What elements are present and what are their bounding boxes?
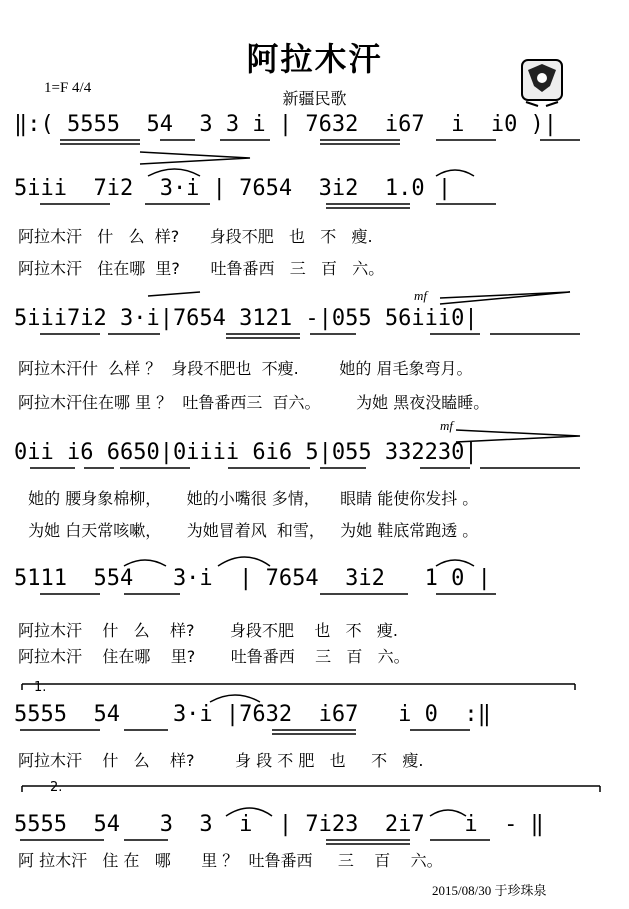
lyric-line-4b: 为她 白天常咳嗽， 为她冒着风 和雪， 为她 鞋底常跑透 。 bbox=[18, 521, 479, 540]
lyric-line-7a: 阿 拉木汗 住 在 哪 里 ？ 吐鲁番西 三 百 六。 bbox=[18, 851, 443, 870]
key-signature: 1=F 4/4 bbox=[44, 80, 92, 96]
song-title: 阿拉木汗 bbox=[246, 40, 383, 78]
lyric-line-5b: 阿拉木汗 住在哪 里? 吐鲁番西 三 百 六。 bbox=[18, 647, 410, 666]
volta-first-label: 1. bbox=[34, 680, 47, 695]
dynamic-mf-2: mf bbox=[440, 418, 453, 433]
lyric-line-3b: 阿拉木汗住在哪 里 ？ 吐鲁番西三 百六。 为她 黑夜没瞌睡。 bbox=[18, 393, 490, 412]
author-credit: 2015/08/30 于珍珠泉 bbox=[432, 883, 547, 898]
lyric-line-6a: 阿拉木汗 什 么 样? 身 段 不 肥 也 不 瘦. bbox=[18, 751, 424, 770]
lyric-line-2a: 阿拉木汗 什 么 样? 身段不肥 也 不 瘦. bbox=[18, 227, 373, 246]
volta-second-label: 2. bbox=[50, 780, 63, 795]
notation-line-3: 5iii7i2 3·i|7654 3121 -|055 56iii0| bbox=[14, 306, 478, 331]
song-origin: 新疆民歌 bbox=[282, 89, 347, 108]
lyric-line-4a: 她的 腰身象棉柳， 她的小嘴很 多情， 眼睛 能使你发抖 。 bbox=[18, 489, 479, 508]
notation-line-1: ‖:( 5555 54 3 3 i | 7632 i67 i i0 )| bbox=[14, 112, 558, 137]
notation-line-4: 0ii i6 6650|0iiii 6i6 5|055 332230| bbox=[14, 440, 478, 465]
notation-line-2: 5iii 7i2 3·i | 7654 3i2 1.0 | bbox=[14, 176, 452, 201]
lyric-line-3a: 阿拉木汗什 么样 ？ 身段不肥也 不瘦. 她的 眉毛象弯月。 bbox=[18, 359, 473, 378]
lyric-line-5a: 阿拉木汗 什 么 样? 身段不肥 也 不 瘦. bbox=[18, 621, 398, 640]
notation-line-7: 5555 54 3 3 i | 7i23 2i7 i - ‖ bbox=[14, 812, 544, 837]
notation-line-6: 5555 54 3·i |7632 i67 i 0 :‖ bbox=[14, 702, 491, 727]
lyric-line-2b: 阿拉木汗 住在哪 里? 吐鲁番西 三 百 六。 bbox=[18, 259, 385, 278]
notation-line-5: 5111 554 3·i | 7654 3i2 1 0 | bbox=[14, 566, 491, 591]
dynamic-mf-1: mf bbox=[414, 288, 427, 303]
